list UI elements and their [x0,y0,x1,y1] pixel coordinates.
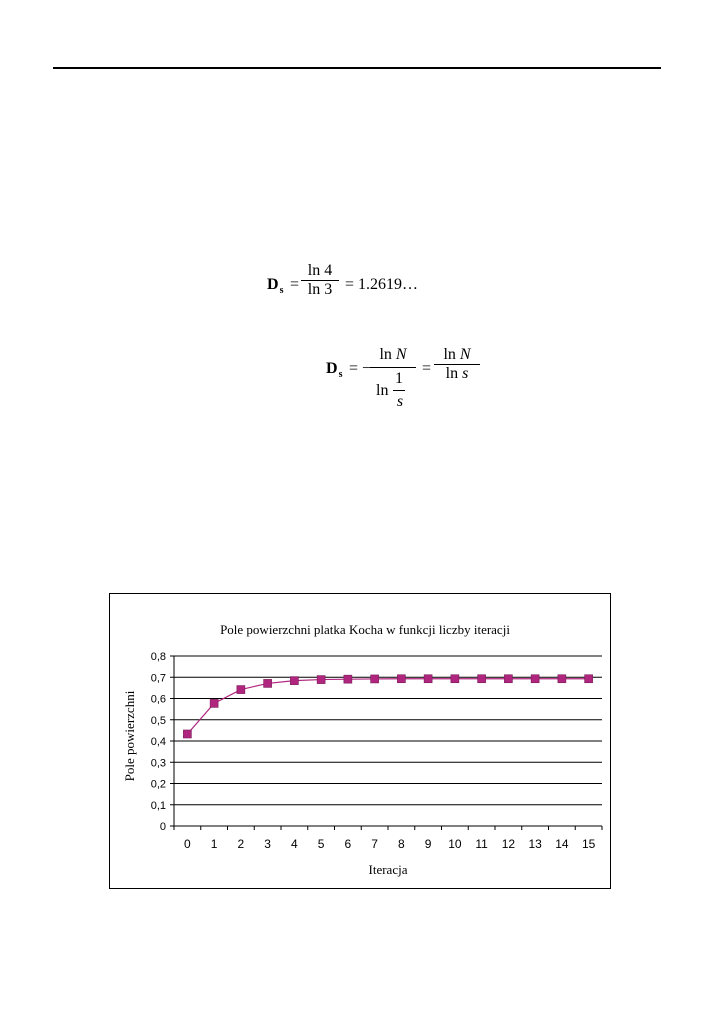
data-point [210,699,218,707]
data-point [531,675,539,683]
data-point [317,676,325,684]
y-tick-label: 0,5 [150,714,166,727]
data-point [478,675,486,683]
eq2-den1-num: 1 [395,370,403,387]
x-tick-label: 4 [291,837,298,851]
x-tick-label: 12 [501,837,516,851]
data-point [290,677,298,685]
y-tick-label: 0,2 [150,778,166,791]
chart-canvas [110,594,610,888]
eq2-bar-1 [370,367,416,368]
koch-area-chart [109,593,611,889]
x-tick-label: 14 [555,837,569,851]
data-point [558,675,566,683]
header-rule [53,67,661,69]
data-point [344,675,352,683]
y-tick-label: 0,8 [150,651,166,663]
data-point [264,679,272,687]
x-tick-label: 13 [528,837,542,851]
data-point [504,675,512,683]
x-tick-label: 2 [237,837,245,851]
data-point [585,675,593,683]
chart-y-axis-label: Pole powierzchni [122,690,137,782]
data-point [237,686,245,694]
y-tick-label: 0,7 [150,672,166,685]
eq1-fraction [301,262,339,299]
y-tick-label: 0,4 [150,736,166,748]
data-point [371,675,379,683]
x-tick-label: 3 [264,837,271,851]
x-tick-label: 7 [371,837,378,851]
x-tick-label: 11 [475,837,488,851]
y-tick-label: 0,6 [150,693,166,706]
series-line [187,679,588,734]
eq2-fraction-1 [370,346,416,364]
eq2-den1-den: s [396,393,404,410]
eq1-numerator: ln 4 [307,262,333,279]
eq1-lhs: $D_s$ [267,276,284,296]
data-point [424,675,432,683]
chart-x-axis-label: Iteracja [368,862,408,877]
x-tick-label: 15 [581,837,596,851]
eq2-den1-ln: ln [376,382,389,399]
chart-series [183,675,592,738]
x-tick-label: 8 [398,837,405,851]
x-tick-label: 0 [184,837,191,851]
eq2-den1-bar [393,390,405,391]
eq1-equals: = [290,276,300,293]
eq1-result: = 1.2619… [345,276,419,293]
eq1-denominator: ln 3 [301,280,339,299]
eq2-lhs: $D_s$ [326,360,343,380]
eq2-fraction-2 [434,346,480,383]
eq2-numerator-2: ln N [443,346,471,363]
data-point [397,675,405,683]
eq2-numerator-1: ln N [379,346,407,363]
data-point [451,675,459,683]
x-tick-label: 6 [344,837,352,851]
y-tick-label: 0 [159,821,166,833]
x-tick-label: 10 [448,837,462,851]
x-tick-label: 1 [210,837,218,851]
eq2-equals-minus: = − [349,360,372,377]
eq2-equals-2: = [422,360,432,377]
data-point [183,730,191,738]
y-tick-label: 0,1 [150,799,166,812]
x-tick-label: 5 [317,837,325,851]
chart-title: Pole powierzchni platka Kocha w funkcji liczby iteracji [220,622,510,637]
y-tick-label: 0,3 [150,757,166,770]
x-tick-label: 9 [424,837,432,851]
eq2-denominator-2: ln s [434,364,480,383]
